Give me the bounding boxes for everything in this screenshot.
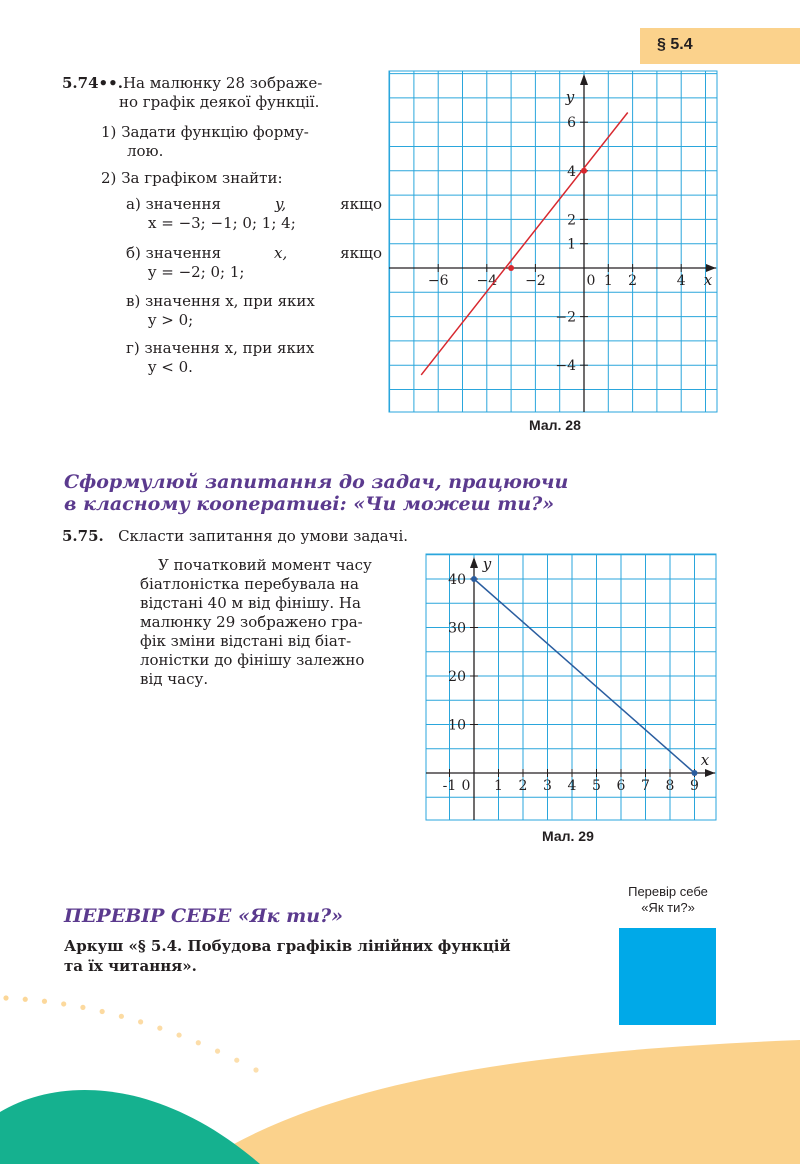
b-word-3: якщо [340, 244, 382, 262]
y-tick-label: 6 [567, 115, 576, 132]
d-line-2: y < 0. [148, 358, 193, 376]
intro-line-2: но графік деякої функції. [119, 93, 320, 111]
d-label: г) [126, 339, 140, 357]
x-tick-label: 1 [603, 273, 613, 289]
qr-label [608, 884, 728, 916]
y-tick-label: 30 [448, 620, 466, 637]
subquestion-a [126, 195, 382, 233]
decorative-footer [0, 990, 800, 1164]
y-tick-label: 10 [448, 717, 466, 734]
cooperative-heading-line-1: Сформулюй запитання до задач, працюючи [64, 471, 569, 493]
qr-label-line-2: «Як ти?» [641, 900, 695, 915]
subquestion-d [126, 339, 382, 377]
decorative-dot [253, 1067, 258, 1072]
subquestion-c [126, 292, 382, 330]
x-tick-label: 4 [567, 778, 577, 794]
q2-text: За графіком знайти: [121, 169, 283, 187]
x-tick-label: -1 [442, 778, 457, 794]
x-tick-label: −2 [525, 273, 546, 289]
x-axis-arrow [705, 769, 715, 777]
x-tick-label: 4 [676, 273, 686, 289]
cooperative-heading [64, 471, 764, 515]
decorative-dot [42, 999, 47, 1004]
y-axis-arrow [470, 557, 478, 568]
x-tick-label: 2 [628, 273, 638, 289]
decorative-dot [176, 1032, 181, 1037]
y-axis-label: y [565, 88, 575, 106]
decorative-green-wave [0, 1090, 260, 1164]
end-point [692, 770, 698, 776]
x-tick-label: 0 [586, 273, 596, 289]
q1-line-1: Задати функцію форму- [121, 123, 309, 141]
cooperative-heading-line-2: в класному кооперативі: «Чи можеш ти?» [64, 493, 555, 515]
decorative-dot [234, 1058, 239, 1063]
b-line-2: y = −2; 0; 1; [148, 263, 245, 281]
body-line-6: лоністки до фінішу залежно [140, 651, 365, 669]
decorative-dot [3, 995, 8, 1000]
a-word-2: y, [274, 195, 287, 213]
intersection-point [508, 265, 514, 271]
x-tick-label: 2 [518, 778, 528, 794]
a-label: а) [126, 195, 141, 213]
figure-29-caption: Мал. 29 [542, 828, 594, 844]
y-axis-arrow [580, 74, 588, 85]
decorative-dot [157, 1026, 162, 1031]
x-tick-label: 8 [665, 778, 675, 794]
decorative-dot [215, 1049, 220, 1054]
body-line-2: біатлоністка перебувала на [140, 575, 359, 593]
q1-line-2: лою. [127, 142, 164, 160]
figure-28 [388, 70, 720, 415]
decorative-dot [61, 1001, 66, 1006]
check-text-line-2: та їх читання». [64, 957, 197, 975]
figure-29 [425, 553, 720, 823]
check-yourself-heading: ПЕРЕВІР СЕБЕ «Як ти?» [64, 905, 344, 927]
decorative-dots [3, 995, 258, 1072]
tick-labels-28 [428, 88, 713, 374]
a-word-3: якщо [340, 195, 382, 213]
section-label: § 5.4 [657, 36, 693, 53]
b-label: б) [126, 244, 141, 262]
x-tick-label: −4 [476, 273, 498, 289]
x-tick-label: 3 [543, 778, 552, 794]
decorative-dot [138, 1019, 143, 1024]
x-tick-label: 9 [690, 778, 699, 794]
subquestion-b [126, 244, 382, 282]
decorative-dot [196, 1040, 201, 1045]
problem-574-intro [62, 74, 387, 112]
decorative-dot [100, 1009, 105, 1014]
y-tick-label: −2 [555, 309, 576, 326]
q1-label: 1) [101, 123, 117, 141]
a-word-1: значення [145, 195, 221, 213]
c-line-1: значення x, при яких [145, 292, 315, 310]
start-point [471, 576, 477, 582]
x-tick-label: 6 [616, 778, 626, 794]
y-tick-label: 2 [567, 212, 576, 229]
decorative-dot [23, 997, 28, 1002]
a-line-2: x = −3; −1; 0; 1; 4; [148, 214, 296, 232]
d-line-1: значення x, при яких [144, 339, 315, 357]
y-tick-label: 40 [448, 572, 466, 588]
b-word-2: x, [273, 244, 288, 262]
decorative-yellow-wave [200, 1040, 800, 1164]
x-axis-label: x [703, 271, 713, 289]
problem-575-number: 5.75. [62, 527, 104, 545]
intersection-point [581, 168, 587, 174]
y-tick-label: 4 [567, 163, 576, 180]
question-2 [101, 169, 387, 188]
body-line-1: У початковий момент часу [158, 556, 372, 574]
body-line-7: від часу. [140, 670, 209, 688]
x-tick-label: −6 [427, 273, 449, 289]
figure-28-caption: Мал. 28 [529, 417, 581, 433]
c-label: в) [126, 292, 141, 310]
section-tab [640, 28, 800, 64]
y-tick-label: 1 [567, 236, 576, 253]
grid-28 [389, 71, 717, 412]
check-yourself-text [64, 936, 609, 976]
b-word-1: значення [145, 244, 222, 262]
body-line-3: відстані 40 м від фінішу. На [140, 594, 361, 612]
problem-575-task [62, 527, 662, 546]
x-tick-label: 5 [592, 778, 601, 794]
body-line-5: фік зміни відстані від біат- [140, 632, 352, 650]
y-axis-label: y [482, 555, 492, 573]
question-1 [101, 123, 387, 161]
decorative-dot [80, 1005, 85, 1010]
x-tick-label: 7 [641, 778, 650, 794]
check-text-line-1: Аркуш «§ 5.4. Побудова графіків лінійних функцій [64, 937, 511, 955]
problem-575-task-text: Скласти запитання до умови задачі. [118, 527, 409, 545]
y-tick-label: −4 [555, 358, 576, 375]
problem-number: 5.74••. [62, 74, 123, 92]
body-line-4: малюнку 29 зображено гра- [140, 613, 363, 631]
qr-label-line-1: Перевір себе [628, 884, 708, 899]
q2-label: 2) [101, 169, 117, 187]
x-tick-label: 0 [461, 778, 471, 794]
problem-575-body [140, 556, 413, 689]
x-tick-label: 1 [494, 778, 503, 794]
intro-line-1: На малюнку 28 зображе- [122, 74, 323, 92]
x-axis-label: x [700, 751, 710, 769]
decorative-dot [119, 1014, 124, 1019]
y-tick-label: 20 [448, 669, 466, 685]
c-line-2: y > 0; [148, 311, 194, 329]
